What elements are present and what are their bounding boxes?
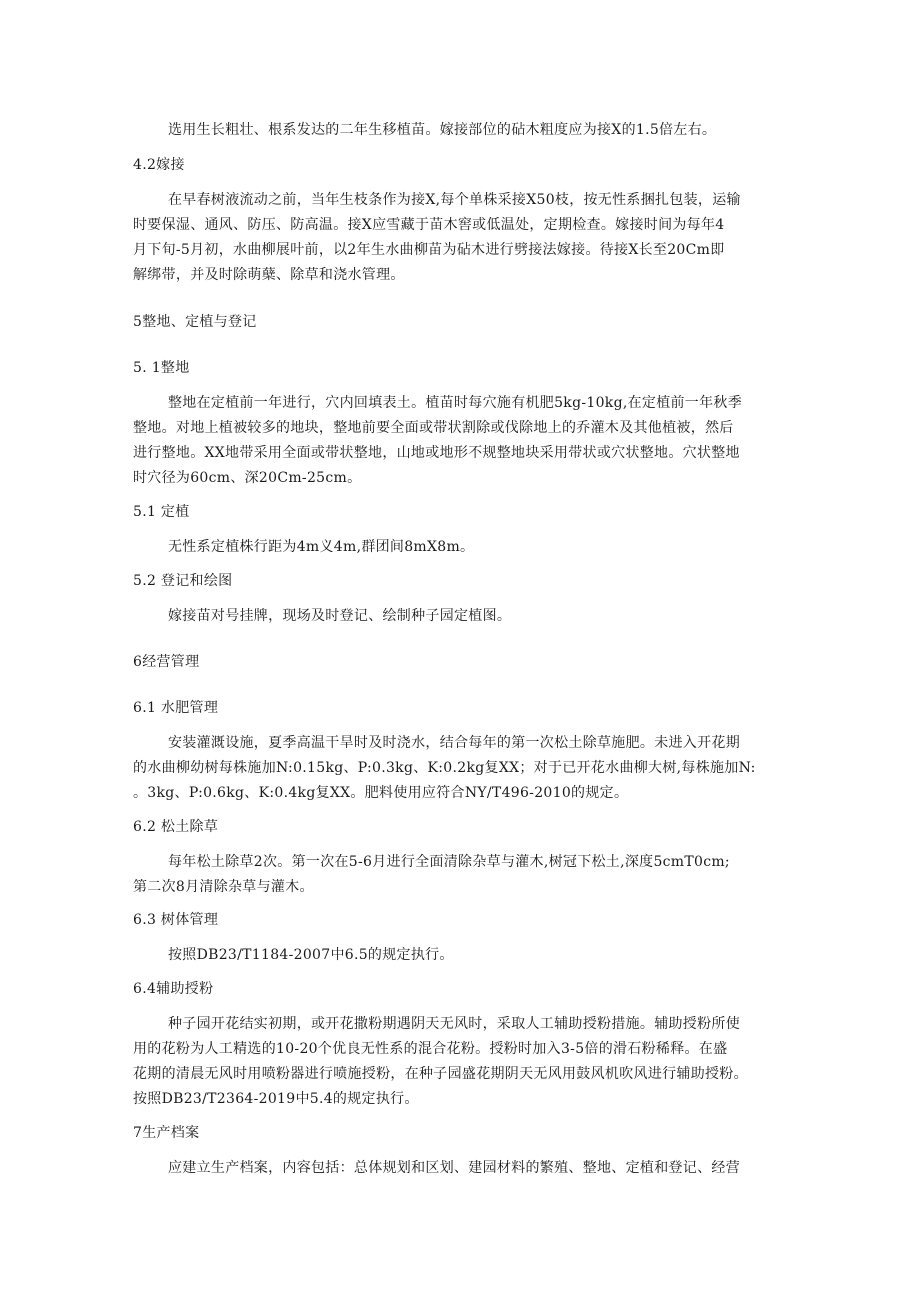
paragraph-line: 嫁接苗对号挂牌，现场及时登记、绘制种子园定植图。 xyxy=(168,608,512,624)
heading-5: 5整地、定植与登记 xyxy=(133,314,257,330)
heading-5-2: 5.2 登记和绘图 xyxy=(133,573,233,589)
paragraph-line: 进行整地。XX地带采用全面或带状整地，山地或地形不规整地块采用带状或穴状整地。穴状整地 xyxy=(133,445,740,461)
heading-6-3: 6.3 树体管理 xyxy=(133,912,219,928)
paragraph-line: 每年松土除草2次。第一次在5-6月进行全面清除杂草与灌木,树冠下松土,深度5cmT0cm; xyxy=(168,854,730,870)
heading-6-4: 6.4辅助授粉 xyxy=(133,981,214,997)
heading-5-1-planting: 5.1 定植 xyxy=(133,504,190,520)
paragraph-line: 的水曲柳幼树每株施加N:0.15kg、P:0.3kg、K:0.2kg复XX；对于已开花水曲柳大树,每株施加N: xyxy=(133,760,756,776)
paragraph-line: 时要保湿、通风、防压、防高温。接X应雪藏于苗木窖或低温处，定期检查。嫁接时间为每年4 xyxy=(133,217,725,233)
paragraph-line: 第二次8月清除杂草与灌木。 xyxy=(133,879,314,895)
paragraph-line: 解绑带，并及时除萌蘖、除草和浇水管理。 xyxy=(133,267,405,283)
paragraph-line: 按照DB23/T2364-2019中5.4的规定执行。 xyxy=(133,1091,419,1107)
paragraph-line: 月下旬-5月初，水曲柳展叶前，以2年生水曲柳苗为砧木进行劈接法嫁接。待接X长至20Cm即 xyxy=(133,242,725,258)
paragraph-line: 用的花粉为人工精选的10-20个优良无性系的混合花粉。授粉时加入3-5倍的滑石粉稀释。在盛 xyxy=(133,1041,728,1057)
intro-paragraph: 选用生长粗壮、根系发达的二年生移植苗。嫁接部位的砧木粗度应为接X的1.5倍左右。 xyxy=(168,122,717,138)
paragraph-line: 。3kg、P:0.6kg、K:0.4kg复XX。肥料使用应符合NY/T496-2010的规定。 xyxy=(133,785,629,801)
paragraph-line: 按照DB23/T1184-2007中6.5的规定执行。 xyxy=(168,947,454,963)
paragraph-line: 在早春树液流动之前，当年生枝条作为接X,每个单株采接X50枝，按无性系捆扎包装，运输 xyxy=(168,192,741,208)
paragraph-line: 无性系定植株行距为4m义4m,群团间8mX8m。 xyxy=(168,539,475,555)
heading-7: 7生产档案 xyxy=(133,1125,200,1141)
paragraph-line: 整地在定植前一年进行，穴内回填表土。植苗时每穴施有机肥5kg-10kg,在定植前一年秋季 xyxy=(168,395,742,411)
paragraph-line: 种子园开花结实初期，或开花撒粉期遇阴天无风时，采取人工辅助授粉措施。辅助授粉所使 xyxy=(168,1016,740,1032)
heading-5-1: 5. 1整地 xyxy=(133,360,190,376)
heading-6-1: 6.1 水肥管理 xyxy=(133,700,219,716)
paragraph-line: 安装灌溉设施，夏季高温干旱时及时浇水，结合每年的第一次松土除草施肥。未进入开花期 xyxy=(168,735,740,751)
paragraph-line: 应建立生产档案，内容包括：总体规划和区划、建园材料的繁殖、整地、定植和登记、经营 xyxy=(168,1160,740,1176)
paragraph-line: 整地。对地上植被较多的地块，整地前要全面或带状割除或伐除地上的乔灌木及其他植被，然后 xyxy=(133,420,734,436)
paragraph-line: 花期的清晨无风时用喷粉器进行喷施授粉，在种子园盛花期阴天无风用鼓风机吹风进行辅助授粉。 xyxy=(133,1066,748,1082)
paragraph-line: 时穴径为60cm、深20Cm-25cm。 xyxy=(133,470,362,486)
heading-6: 6经营管理 xyxy=(133,654,200,670)
heading-4-2: 4.2嫁接 xyxy=(133,157,185,173)
heading-6-2: 6.2 松土除草 xyxy=(133,819,219,835)
